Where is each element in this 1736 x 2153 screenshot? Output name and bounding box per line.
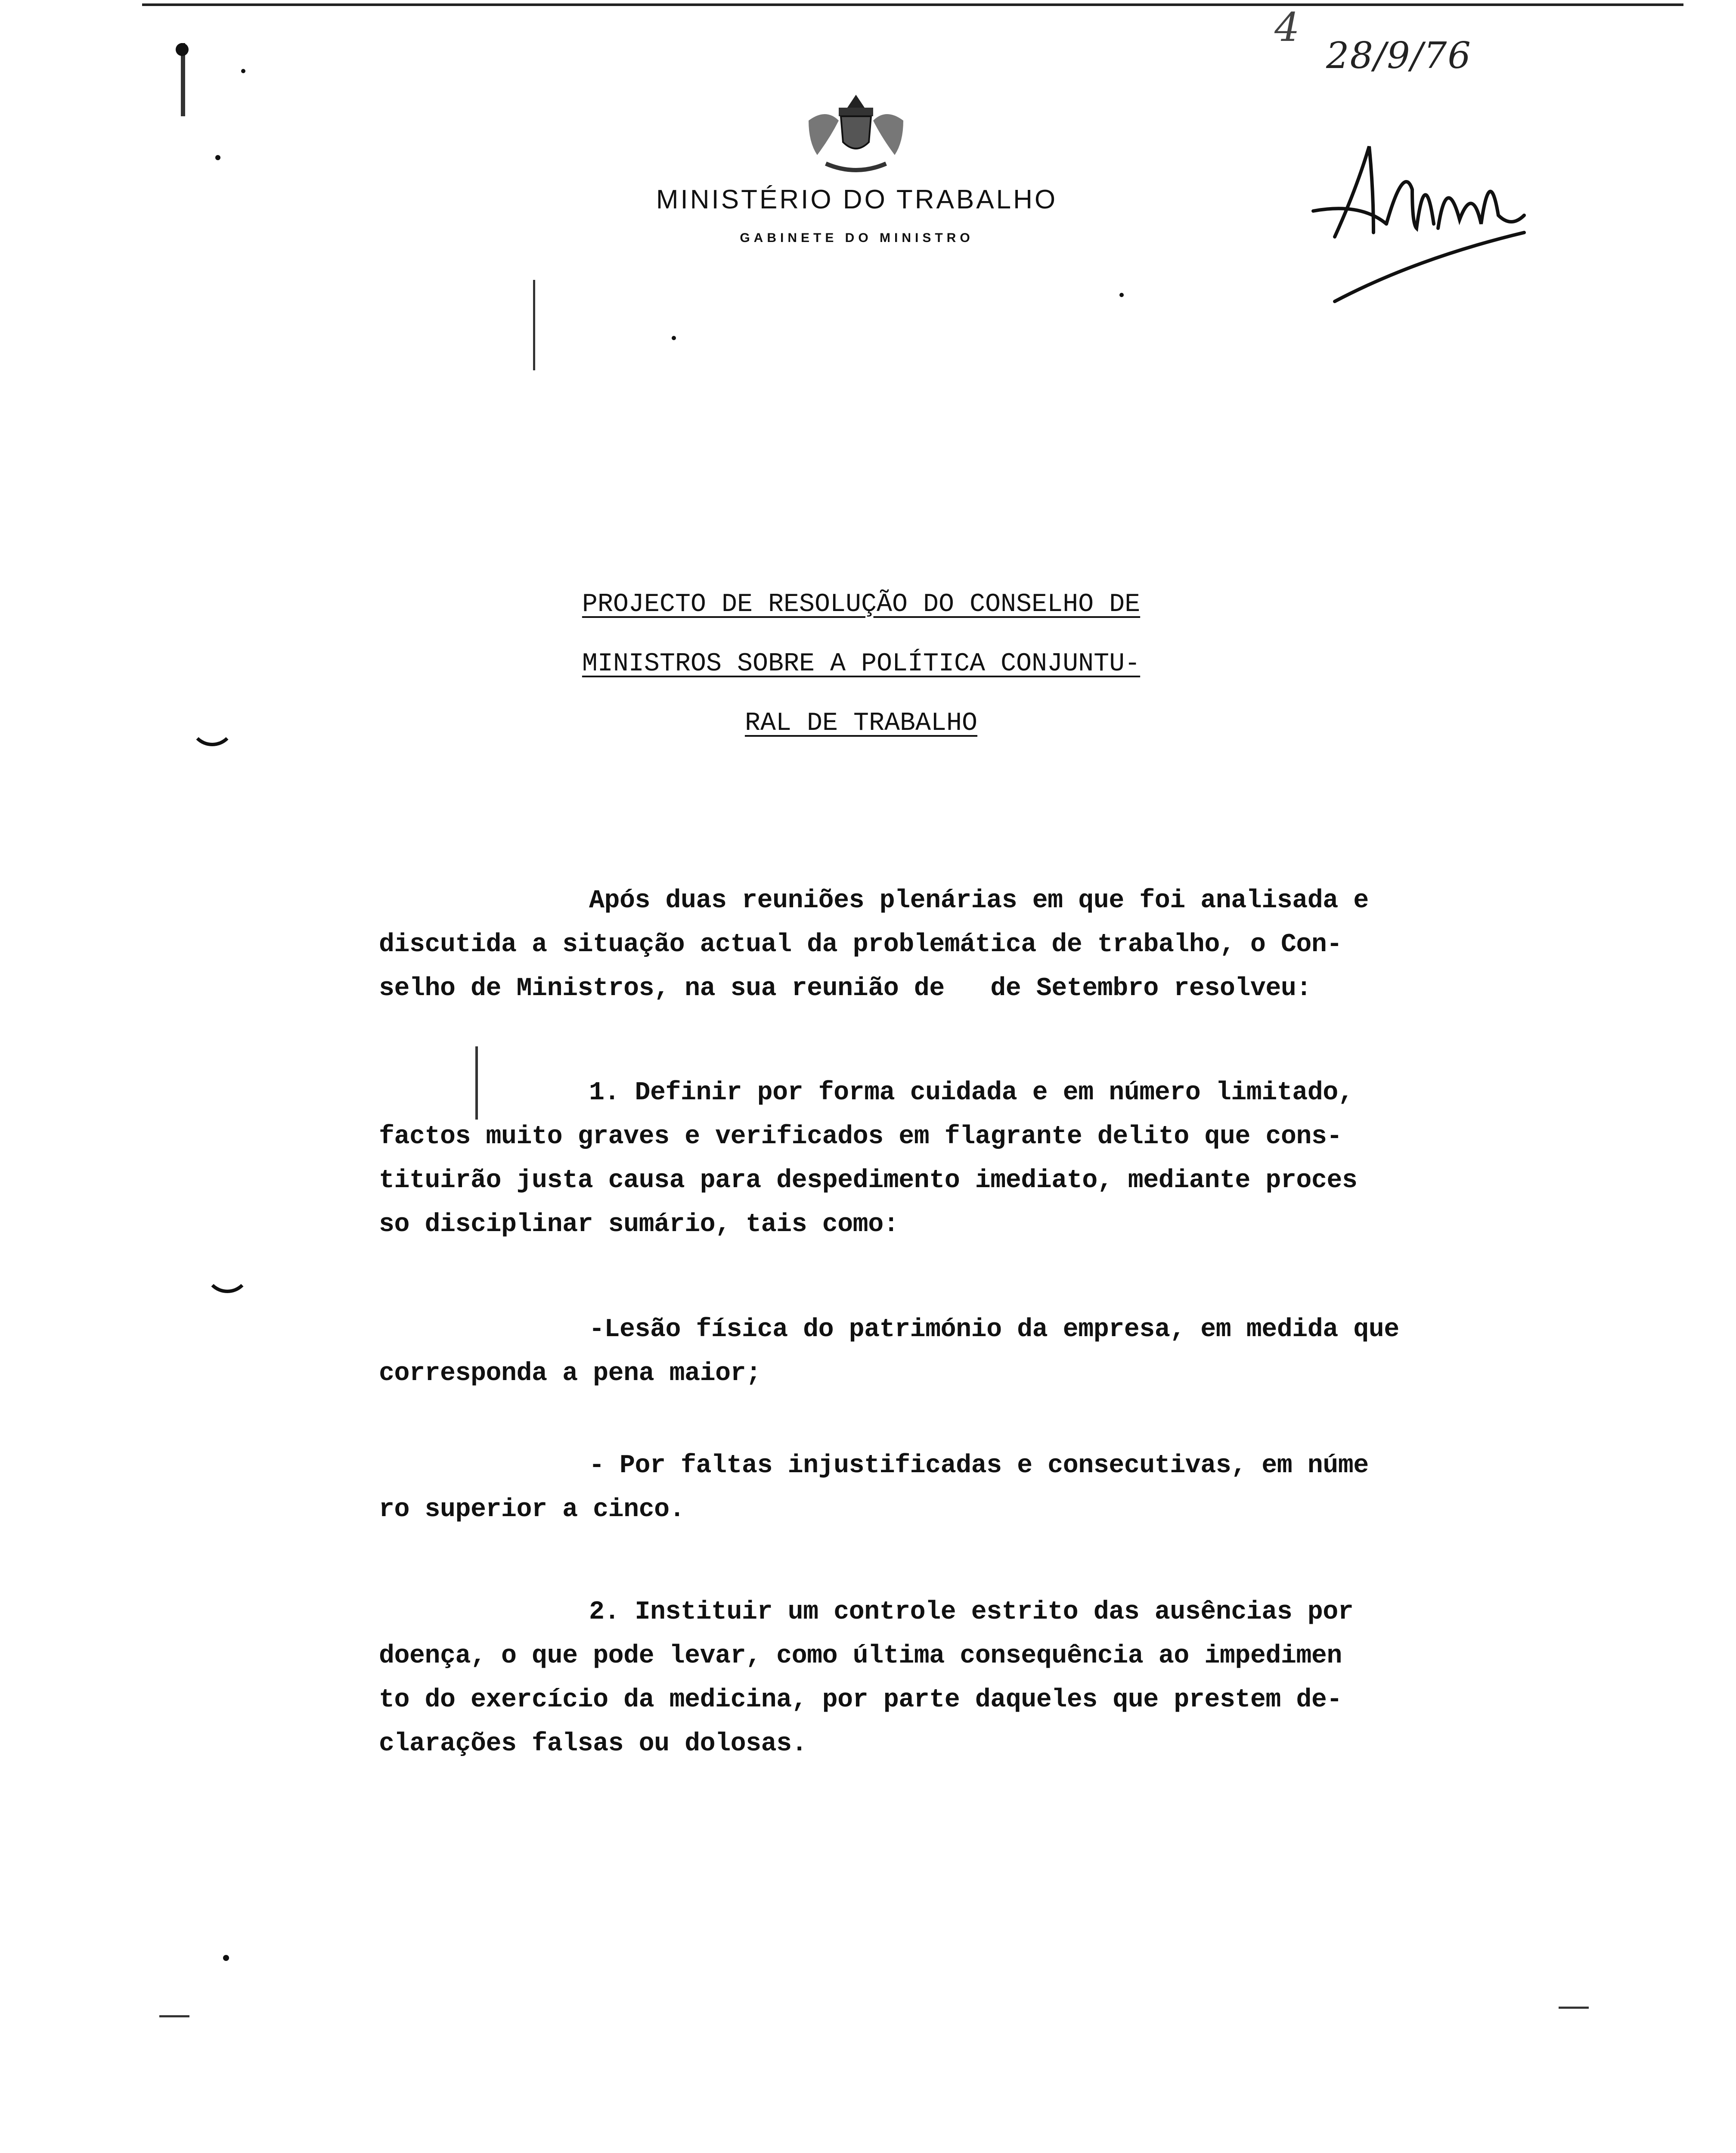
title-line: PROJECTO DE RESOLUÇÃO DO CONSELHO DE xyxy=(582,590,1141,619)
margin-dot xyxy=(176,43,189,56)
paragraph-line: 2. Instituir um controle estrito das ausências por xyxy=(589,1598,1354,1627)
margin-mark xyxy=(205,1270,250,1293)
paragraph-line: clarações falsas ou dolosas. xyxy=(379,1729,807,1759)
paragraph-line: - Por faltas injustificadas e consecutivas, em núme xyxy=(589,1451,1369,1480)
margin-dot xyxy=(215,155,220,160)
paragraph-line: corresponda a pena maior; xyxy=(379,1359,761,1388)
handwritten-date: 28/9/76 xyxy=(1326,34,1472,77)
title-line: MINISTROS SOBRE A POLÍTICA CONJUNTU- xyxy=(582,649,1141,679)
paragraph-line: selho de Ministros, na sua reunião de de Setembro resolveu: xyxy=(379,974,1311,1003)
paragraph-line: so disciplinar sumário, tais como: xyxy=(379,1210,899,1239)
margin-mark xyxy=(1559,2007,1589,2009)
paragraph-line: -Lesão física do património da empresa, em medida que xyxy=(589,1315,1399,1344)
paragraph-line: factos muito graves e verificados em flagrante delito que cons- xyxy=(379,1122,1342,1151)
margin-dot xyxy=(241,69,245,73)
paragraph-line: doença, o que pode levar, como última consequência ao impedimen xyxy=(379,1641,1342,1671)
paragraph-line: discutida a situação actual da problemática de trabalho, o Con- xyxy=(379,930,1342,959)
top-border-line xyxy=(142,3,1683,6)
ministry-name: MINISTÉRIO DO TRABALHO xyxy=(656,185,1058,214)
margin-mark xyxy=(533,280,535,370)
margin-dot xyxy=(1119,293,1124,297)
paragraph-line: to do exercício da medicina, por parte daqueles que prestem de- xyxy=(379,1685,1342,1715)
margin-mark xyxy=(189,723,235,746)
paragraph-line: ro superior a cinco. xyxy=(379,1495,685,1524)
margin-dot xyxy=(672,336,676,340)
paragraph-line: Após duas reuniões plenárias em que foi analisada e xyxy=(589,886,1369,915)
paragraph-line: tituirão justa causa para despedimento imediato, mediante proces xyxy=(379,1166,1358,1195)
ministry-crest xyxy=(800,90,912,177)
handwritten-signature xyxy=(1309,138,1533,306)
paragraph-line: 1. Definir por forma cuidada e em número limitado, xyxy=(589,1078,1354,1108)
margin-dot xyxy=(223,1955,229,1961)
margin-mark xyxy=(159,2015,189,2017)
title-line: RAL DE TRABALHO xyxy=(744,709,978,738)
margin-mark xyxy=(475,1046,478,1120)
cabinet-name: GABINETE DO MINISTRO xyxy=(740,231,974,245)
handwritten-reference: 4 xyxy=(1274,4,1302,50)
